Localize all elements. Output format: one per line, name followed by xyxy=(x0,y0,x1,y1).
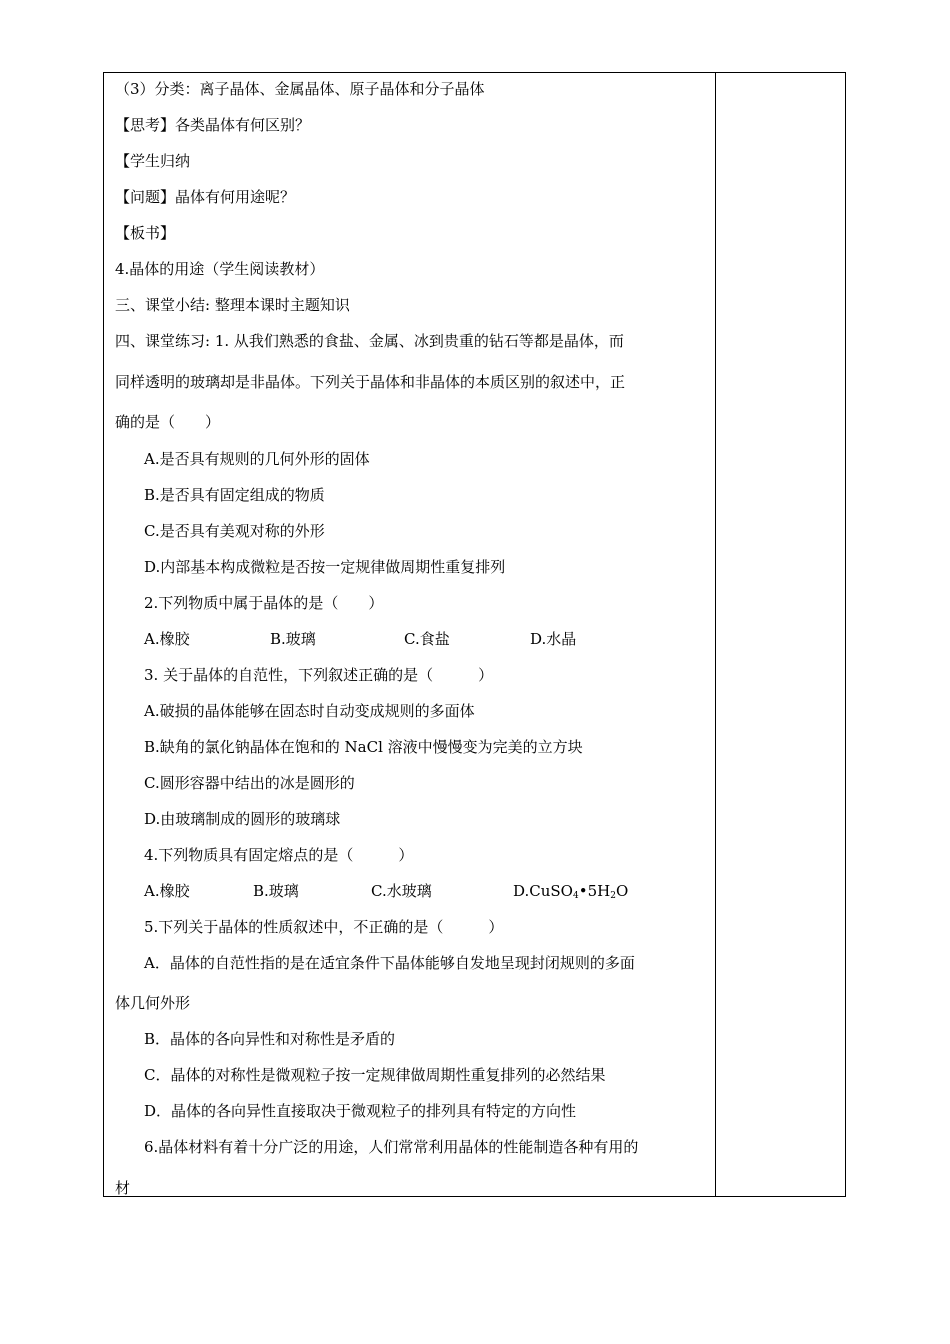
class-summary-heading: 三、课堂小结: 整理本课时主题知识 xyxy=(115,296,350,314)
q4-option-a: A.橡胶 xyxy=(144,882,190,900)
q4-option-c: C.水玻璃 xyxy=(371,882,432,900)
classification-line: （3）分类：离子晶体、金属晶体、原子晶体和分子晶体 xyxy=(115,80,485,98)
q5-option-a-line1: A．晶体的自范性指的是在适宜条件下晶体能够自发地呈现封闭规则的多面 xyxy=(144,954,635,972)
exercise-q2: 2.下列物质中属于晶体的是（ ） xyxy=(144,594,384,612)
q2-option-b: B.玻璃 xyxy=(270,630,316,648)
exercise-q6-line2: 材 xyxy=(115,1179,131,1197)
column-divider xyxy=(715,73,716,1196)
crystal-use-heading: 4.晶体的用途（学生阅读教材） xyxy=(115,260,325,278)
exercise-q6-line1: 6.晶体材料有着十分广泛的用途，人们常常利用晶体的性能制造各种有用的 xyxy=(144,1138,639,1156)
q1-option-d: D.内部基本构成微粒是否按一定规律做周期性重复排列 xyxy=(144,558,506,576)
question-line: 【问题】晶体有何用途呢？ xyxy=(115,188,296,206)
think-line: 【思考】各类晶体有何区别？ xyxy=(115,116,311,134)
q2-options xyxy=(144,629,704,649)
exercise-q5: 5.下列关于晶体的性质叙述中，不正确的是（ ） xyxy=(144,918,504,936)
q1-option-b: B.是否具有固定组成的物质 xyxy=(144,486,325,504)
q4-option-d: $D.CuSO_4•5H_2O$ xyxy=(513,882,629,901)
q2-option-a: A.橡胶 xyxy=(144,630,190,648)
q3-option-d: D.由玻璃制成的圆形的玻璃球 xyxy=(144,810,341,828)
q1-option-c: C.是否具有美观对称的外形 xyxy=(144,522,325,540)
q3-option-c: C.圆形容器中结出的冰是圆形的 xyxy=(144,774,355,792)
q4-options xyxy=(144,881,704,901)
exercise-q1-line3: 确的是（ ） xyxy=(115,413,221,431)
q2-option-d: D.水晶 xyxy=(530,630,577,648)
q1-option-a: A.是否具有规则的几何外形的固体 xyxy=(144,450,370,468)
q2-option-c: C.食盐 xyxy=(404,630,450,648)
content-cell xyxy=(104,73,714,1196)
q5-option-b: B．晶体的各向异性和对称性是矛盾的 xyxy=(144,1030,396,1048)
exercise-q3: 3. 关于晶体的自范性，下列叙述正确的是（ ） xyxy=(144,666,494,684)
q5-option-a-line2: 体几何外形 xyxy=(115,994,191,1012)
lesson-table xyxy=(103,72,846,1197)
q3-option-a: A.破损的晶体能够在固态时自动变成规则的多面体 xyxy=(144,702,475,720)
exercise-q1-line2: 同样透明的玻璃却是非晶体。下列关于晶体和非晶体的本质区别的叙述中，正 xyxy=(115,373,626,391)
q5-option-c: C．晶体的对称性是微观粒子按一定规律做周期性重复排列的必然结果 xyxy=(144,1066,606,1084)
q3-option-b: B.缺角的氯化钠晶体在饱和的 NaCl 溶液中慢慢变为完美的立方块 xyxy=(144,738,583,756)
exercise-q4: 4.下列物质具有固定熔点的是（ ） xyxy=(144,846,414,864)
exercise-q1-line1: 四、课堂练习: 1. 从我们熟悉的食盐、金属、冰到贵重的钻石等都是晶体，而 xyxy=(115,332,624,350)
student-summary-line: 【学生归纳 xyxy=(115,152,191,170)
q4-option-b: B.玻璃 xyxy=(253,882,299,900)
q5-option-d: D．晶体的各向异性直接取决于微观粒子的排列具有特定的方向性 xyxy=(144,1102,577,1120)
board-line: 【板书】 xyxy=(115,224,176,242)
